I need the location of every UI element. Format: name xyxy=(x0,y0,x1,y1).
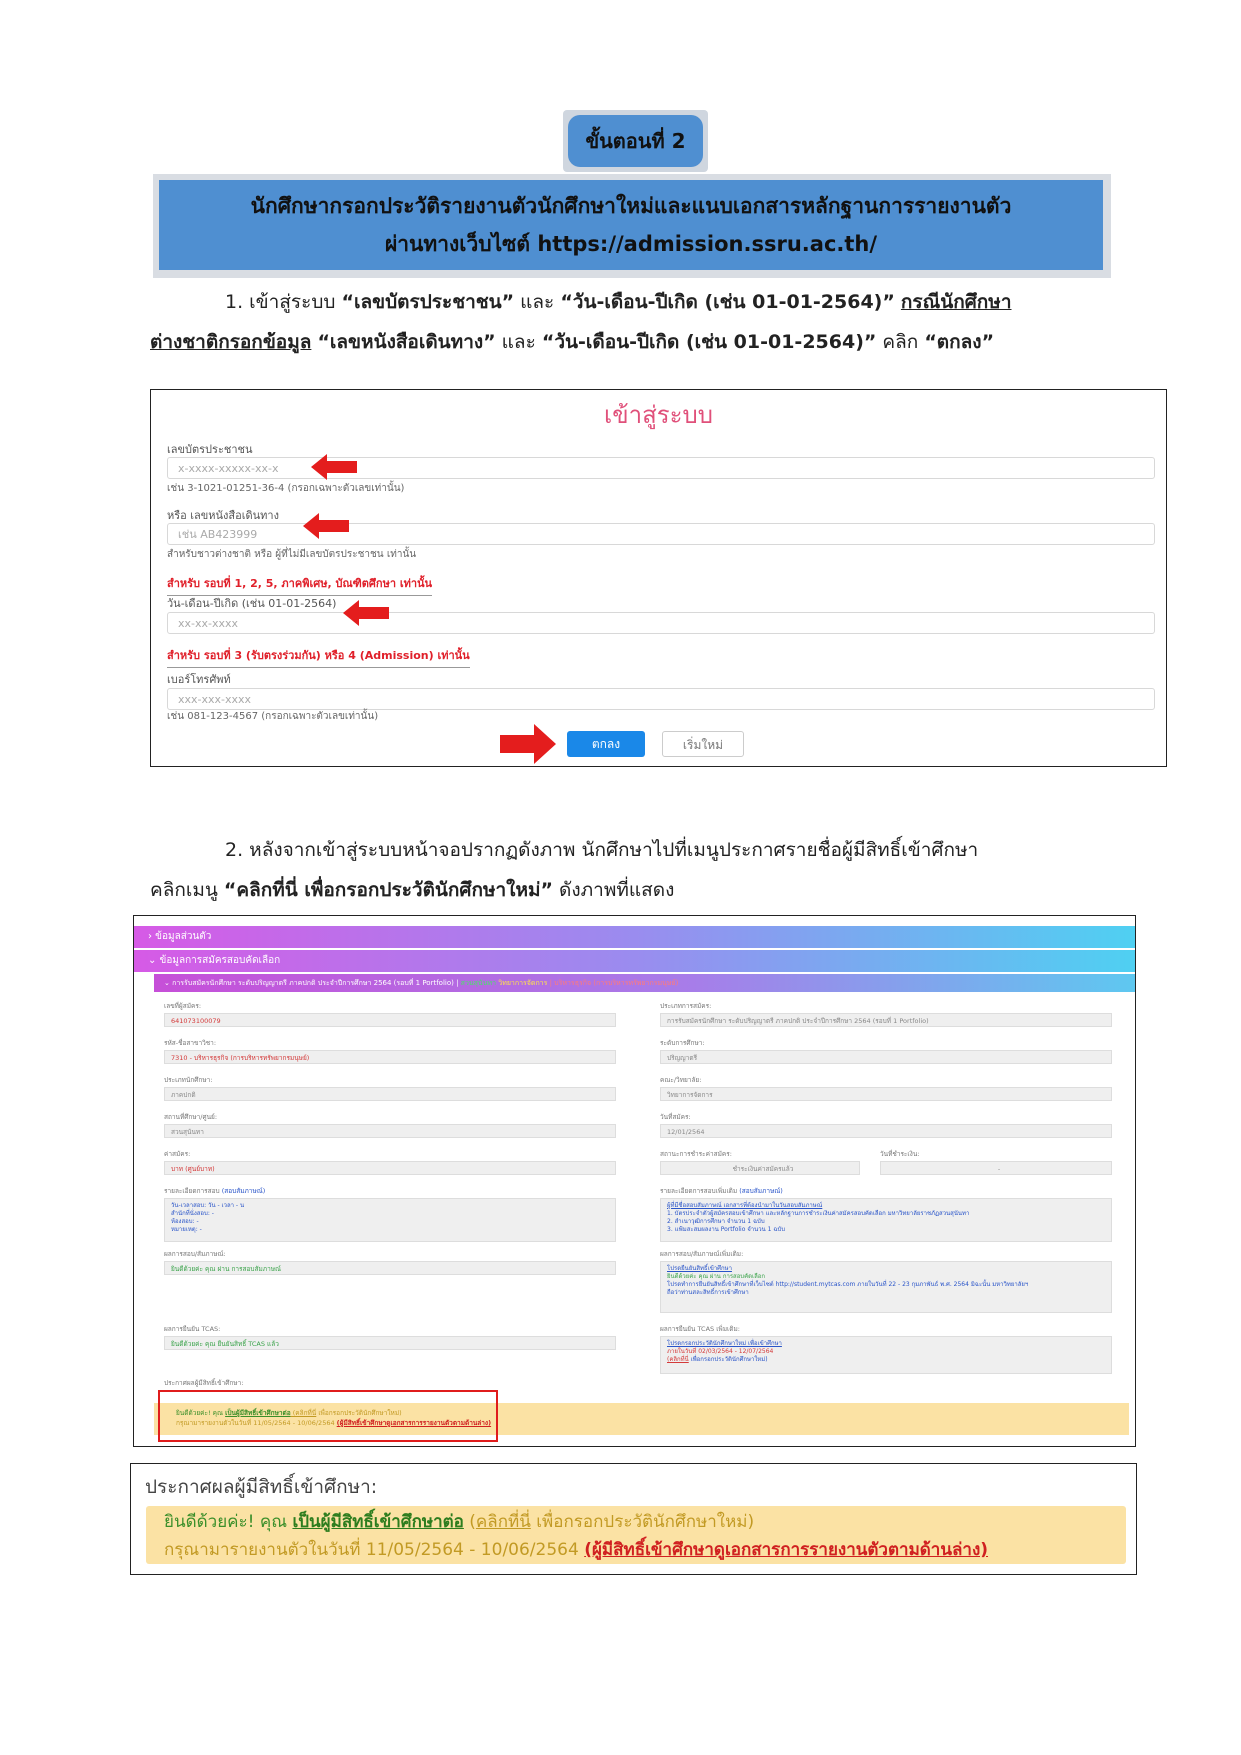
field-value: 641073100079 xyxy=(164,1013,616,1027)
p1-text: และ xyxy=(495,331,542,353)
field-label: สถานะการชำระค่าสมัคร: xyxy=(660,1150,732,1158)
zoom-text: เพื่อกรอกประวัตินักศึกษาใหม่) xyxy=(530,1512,755,1532)
result-extra-detail: ยินดีด้วยค่ะ คุณ ผ่าน การสอบคัดเลือก xyxy=(667,1273,765,1280)
phone-input[interactable]: xxx-xxx-xxxx xyxy=(167,688,1155,710)
menu-personal-info[interactable]: › ข้อมูลส่วนตัว xyxy=(134,926,1135,948)
highlight-box xyxy=(158,1390,498,1442)
p1-text: และ xyxy=(514,291,561,313)
ann-docs-link[interactable]: (ผู้มีสิทธิ์เข้าศึกษาดูเอกสารการรายงานตัวตามด้านล่าง) xyxy=(336,1419,492,1427)
ann-click-here-link[interactable]: (คลิกที่นี่ xyxy=(290,1409,317,1417)
field-label xyxy=(164,1186,265,1196)
p2-text: ดังภาพที่แสดง xyxy=(552,879,675,901)
field-label: วันที่ชำระเงิน: xyxy=(880,1150,920,1158)
banner-text xyxy=(159,180,1103,270)
exam-label-link[interactable]: (สอบสัมภาษณ์) xyxy=(221,1187,266,1195)
arrow-right-icon xyxy=(500,724,556,764)
field-label: สถานที่ศึกษา/ศูนย์: xyxy=(164,1113,218,1121)
field-value: ปริญญาตรี xyxy=(660,1050,1112,1064)
arrow-left-icon xyxy=(311,454,357,480)
field-value: การรับสมัครนักศึกษา ระดับปริญญาตรี ภาคปกติ ประจำปีการศึกษา 2564 (รอบที่ 1 Portfolio) xyxy=(660,1013,1112,1027)
ann-text: กรุณามารายงานตัวในวันที่ 11/05/2564 - 10/06/2564 xyxy=(176,1419,337,1427)
exam-detail: วัน-เวลาสอบ: วัน - เวลา - น xyxy=(171,1202,245,1209)
zoom-eligible: เป็นผู้มีสิทธิ์เข้าศึกษาต่อ xyxy=(292,1512,464,1532)
application-subheader[interactable] xyxy=(154,974,1135,992)
passport-label: หรือ เลขหนังสือเดินทาง xyxy=(167,509,279,522)
field-label xyxy=(660,1186,783,1196)
p1-foreign-note: กรณีนักศึกษา xyxy=(900,291,1012,313)
field-label: รหัส-ชื่อสาขาวิชา: xyxy=(164,1039,217,1047)
zoom-text: ( xyxy=(463,1512,476,1532)
p1-text: คลิก xyxy=(876,331,925,353)
p2-click-here: “คลิกที่นี่ เพื่อกรอกประวัตินักศึกษาใหม่” xyxy=(223,879,553,901)
result-extra-detail: โปรดทำการยืนยันสิทธิ์เข้าศึกษาที่เว็บไซต์ http://student.mytcas.com ภายในวันที่ 22 - 23 กุมภาพันธ์ พ.ศ. 2564 มิฉะนั้น มหาวิทยาลัยฯ xyxy=(667,1281,1029,1288)
p1-ok: “ตกลง” xyxy=(924,331,995,353)
extra-label-link[interactable]: (สอบสัมภาษณ์) xyxy=(739,1187,783,1195)
new-student-link[interactable]: โปรดกรอกประวัตินักศึกษาใหม่ เพื่อเข้าศึกษา xyxy=(667,1340,782,1347)
instruction-paragraph-2 xyxy=(150,830,1090,910)
zoom-text: กรุณามารายงานตัวในวันที่ 11/05/2564 - 10/06/2564 xyxy=(164,1540,585,1560)
field-label: ผลการสอบ/สัมภาษณ์: xyxy=(164,1250,226,1258)
zoom-announcement-bar xyxy=(146,1506,1126,1564)
extra-detail-link[interactable]: ผู้ที่มีชื่อสอบสัมภาษณ์ เอกสารที่ต้องนำมาในวันสอบสัมภาษณ์ xyxy=(667,1202,823,1209)
exam-label: รายละเอียดการสอบ xyxy=(164,1187,220,1195)
zoom-title: ประกาศผลผู้มีสิทธิ์เข้าศึกษา: xyxy=(145,1476,378,1498)
banner-line-2: ผ่านทางเว็บไซต์ https://admission.ssru.ac.th/ xyxy=(384,232,878,256)
field-label: ผลการยืนยัน TCAS เพิ่มเติม: xyxy=(660,1325,740,1333)
id-card-label: เลขบัตรประชาชน xyxy=(167,443,253,456)
field-label: เลขที่ผู้สมัคร: xyxy=(164,1002,202,1010)
login-form-screenshot xyxy=(150,389,1167,767)
field-value: ยินดีด้วยค่ะ คุณ ยืนยันสิทธิ์ TCAS แล้ว xyxy=(164,1336,616,1350)
zoom-click-here-link[interactable]: คลิกที่นี่ xyxy=(475,1512,531,1532)
phone-hint: เช่น 081-123-4567 (กรอกเฉพาะตัวเลขเท่านั้น) xyxy=(167,711,379,722)
step-header xyxy=(563,110,708,172)
ann-text: เพื่อกรอกประวัตินักศึกษาใหม่) xyxy=(316,1409,402,1417)
id-card-hint: เช่น 3-1021-01251-36-4 (กรอกเฉพาะตัวเลขเท่านั้น) xyxy=(167,483,405,494)
zoom-text: ยินดีด้วยค่ะ! คุณ xyxy=(164,1512,293,1532)
payment-status: ชำระเงินค่าสมัครแล้ว xyxy=(660,1161,860,1175)
dashboard-screenshot xyxy=(133,915,1136,1447)
p2-text: คลิกเมนู xyxy=(150,879,224,901)
field-value: 12/01/2564 xyxy=(660,1124,1112,1138)
p1-text: 1. เข้าสู่ระบบ xyxy=(225,291,342,313)
exam-details-box xyxy=(164,1198,616,1242)
announcement-zoom xyxy=(130,1463,1137,1575)
extra-detail: 2. สำเนาวุฒิการศึกษา จำนวน 1 ฉบับ xyxy=(667,1218,765,1225)
arrow-left-icon xyxy=(303,513,349,539)
subheader-main: ⌄ การรับสมัครนักศึกษา ระดับปริญญาตรี ภาคปกติ ประจำปีการศึกษา 2564 (รอบที่ 1 Portfolio) | xyxy=(164,979,461,987)
step-label: ขั้นตอนที่ 2 xyxy=(568,115,703,167)
id-card-input[interactable]: x-xxxx-xxxxx-xx-x xyxy=(167,457,1155,479)
field-label: ประเภทนักศึกษา: xyxy=(164,1076,213,1084)
extra-detail: 1. บัตรประจำตัวผู้สมัครสอบเข้าศึกษา และหลักฐานการชำระเงินค่าสมัครสอบคัดเลือก มหาวิทยาลัยราชภัฏสวนสุนันทา xyxy=(667,1210,970,1217)
field-label: ประกาศผลผู้มีสิทธิ์เข้าศึกษา: xyxy=(164,1379,244,1387)
login-title: เข้าสู่ระบบ xyxy=(604,401,713,429)
zoom-docs-link[interactable]: (ผู้มีสิทธิ์เข้าศึกษาดูเอกสารการรายงานตัวตามด้านล่าง) xyxy=(584,1540,989,1560)
field-value: ยินดีด้วยค่ะ คุณ ผ่าน การสอบสัมภาษณ์ xyxy=(164,1261,616,1275)
field-value: ภาคปกติ xyxy=(164,1087,616,1101)
field-label: วันที่สมัคร: xyxy=(660,1113,691,1121)
field-label: ประเภทการสมัคร: xyxy=(660,1002,712,1010)
round-heading-2: สำหรับ รอบที่ 3 (รับตรงร่วมกัน) หรือ 4 (Admission) เท่านั้น xyxy=(167,646,470,668)
field-label: ค่าสมัคร: xyxy=(164,1150,191,1158)
subheader-campus: สวนสุนันทา xyxy=(460,979,497,987)
p2-text: 2. หลังจากเข้าสู่ระบบหน้าจอปรากฏดังภาพ นักศึกษาไปที่เมนูประกาศรายชื่อผู้มีสิทธิ์เข้าศึกษา xyxy=(225,839,979,861)
ann-text: ยินดีด้วยค่ะ! คุณ xyxy=(176,1409,226,1417)
section-banner xyxy=(153,174,1111,278)
field-value: บาท (ศูนย์บาท) xyxy=(164,1161,616,1175)
extra-label: รายละเอียดการสอบเพิ่มเติม xyxy=(660,1187,738,1195)
ok-button[interactable]: ตกลง xyxy=(567,731,645,757)
menu-application-info[interactable]: ⌄ ข้อมูลการสมัครสอบคัดเลือก xyxy=(134,950,1135,972)
round-heading-1: สำหรับ รอบที่ 1, 2, 5, ภาคพิเศษ, บัณฑิตศึกษา เท่านั้น xyxy=(167,574,432,596)
field-label: ผลการยืนยัน TCAS: xyxy=(164,1325,221,1333)
dob-input[interactable]: xx-xx-xxxx xyxy=(167,612,1155,634)
subheader-faculty: วิทยาการจัดการ xyxy=(496,979,548,987)
tcas-extra-detail: ภายในวันที่ 02/03/2564 - 12/07/2564 xyxy=(667,1348,774,1355)
result-extra-box xyxy=(660,1261,1112,1313)
subheader-major: | บริหารธุรกิจ (การบริหารทรัพยากรมนุษย์) xyxy=(547,979,679,987)
p1-dob: “วัน-เดือน-ปีเกิด (เช่น 01-01-2564)” xyxy=(560,291,895,313)
tcas-extra-detail: เพื่อกรอกประวัตินักศึกษาใหม่) xyxy=(688,1356,768,1363)
p1-id-card: “เลขบัตรประชาชน” xyxy=(341,291,515,313)
p1-foreign-note-2: ต่างชาติกรอกข้อมูล xyxy=(150,331,312,353)
field-label: ผลการสอบ/สัมภาษณ์เพิ่มเติม: xyxy=(660,1250,744,1258)
ann-eligible: เป็นผู้มีสิทธิ์เข้าศึกษาต่อ xyxy=(225,1409,291,1417)
field-value: 7310 - บริหารธุรกิจ (การบริหารทรัพยากรมนุษย์) xyxy=(164,1050,616,1064)
instruction-paragraph-1 xyxy=(150,282,1090,362)
exam-detail: หมายเหตุ: - xyxy=(171,1226,202,1233)
exam-detail: สำนักที่นั่งสอบ: - xyxy=(171,1210,214,1217)
dob-label: วัน-เดือน-ปีเกิด (เช่น 01-01-2564) xyxy=(167,597,337,610)
field-value: วิทยาการจัดการ xyxy=(660,1087,1112,1101)
banner-line-1: นักศึกษากรอกประวัติรายงานตัวนักศึกษาใหม่และแนบเอกสารหลักฐานการรายงานตัว xyxy=(250,194,1012,218)
click-here-link[interactable]: (คลิกที่นี่ xyxy=(667,1356,689,1363)
tcas-extra-box xyxy=(660,1336,1112,1374)
extra-detail: 3. แฟ้มสะสมผลงาน Portfolio จำนวน 1 ฉบับ xyxy=(667,1226,786,1233)
p1-passport: “เลขหนังสือเดินทาง” xyxy=(317,331,496,353)
confirm-link[interactable]: โปรดยืนยันสิทธิ์เข้าศึกษา xyxy=(667,1265,732,1272)
exam-detail: ห้องสอบ: - xyxy=(171,1218,199,1225)
passport-input[interactable]: เช่น AB423999 xyxy=(167,523,1155,545)
result-extra-detail: ถือว่าท่านสละสิทธิ์การเข้าศึกษา xyxy=(667,1289,749,1296)
arrow-left-icon xyxy=(343,600,389,626)
reset-button[interactable]: เริ่มใหม่ xyxy=(662,731,744,757)
field-value: สวนสุนันทา xyxy=(164,1124,616,1138)
p1-dob-2: “วัน-เดือน-ปีเกิด (เช่น 01-01-2564)” xyxy=(541,331,877,353)
passport-hint: สำหรับชาวต่างชาติ หรือ ผู้ที่ไม่มีเลขบัตรประชาชน เท่านั้น xyxy=(167,549,417,560)
extra-details-box xyxy=(660,1198,1112,1242)
field-label: ระดับการศึกษา: xyxy=(660,1039,705,1047)
phone-label: เบอร์โทรศัพท์ xyxy=(167,673,231,686)
field-label: คณะ/วิทยาลัย: xyxy=(660,1076,702,1084)
payment-date: - xyxy=(880,1161,1112,1175)
